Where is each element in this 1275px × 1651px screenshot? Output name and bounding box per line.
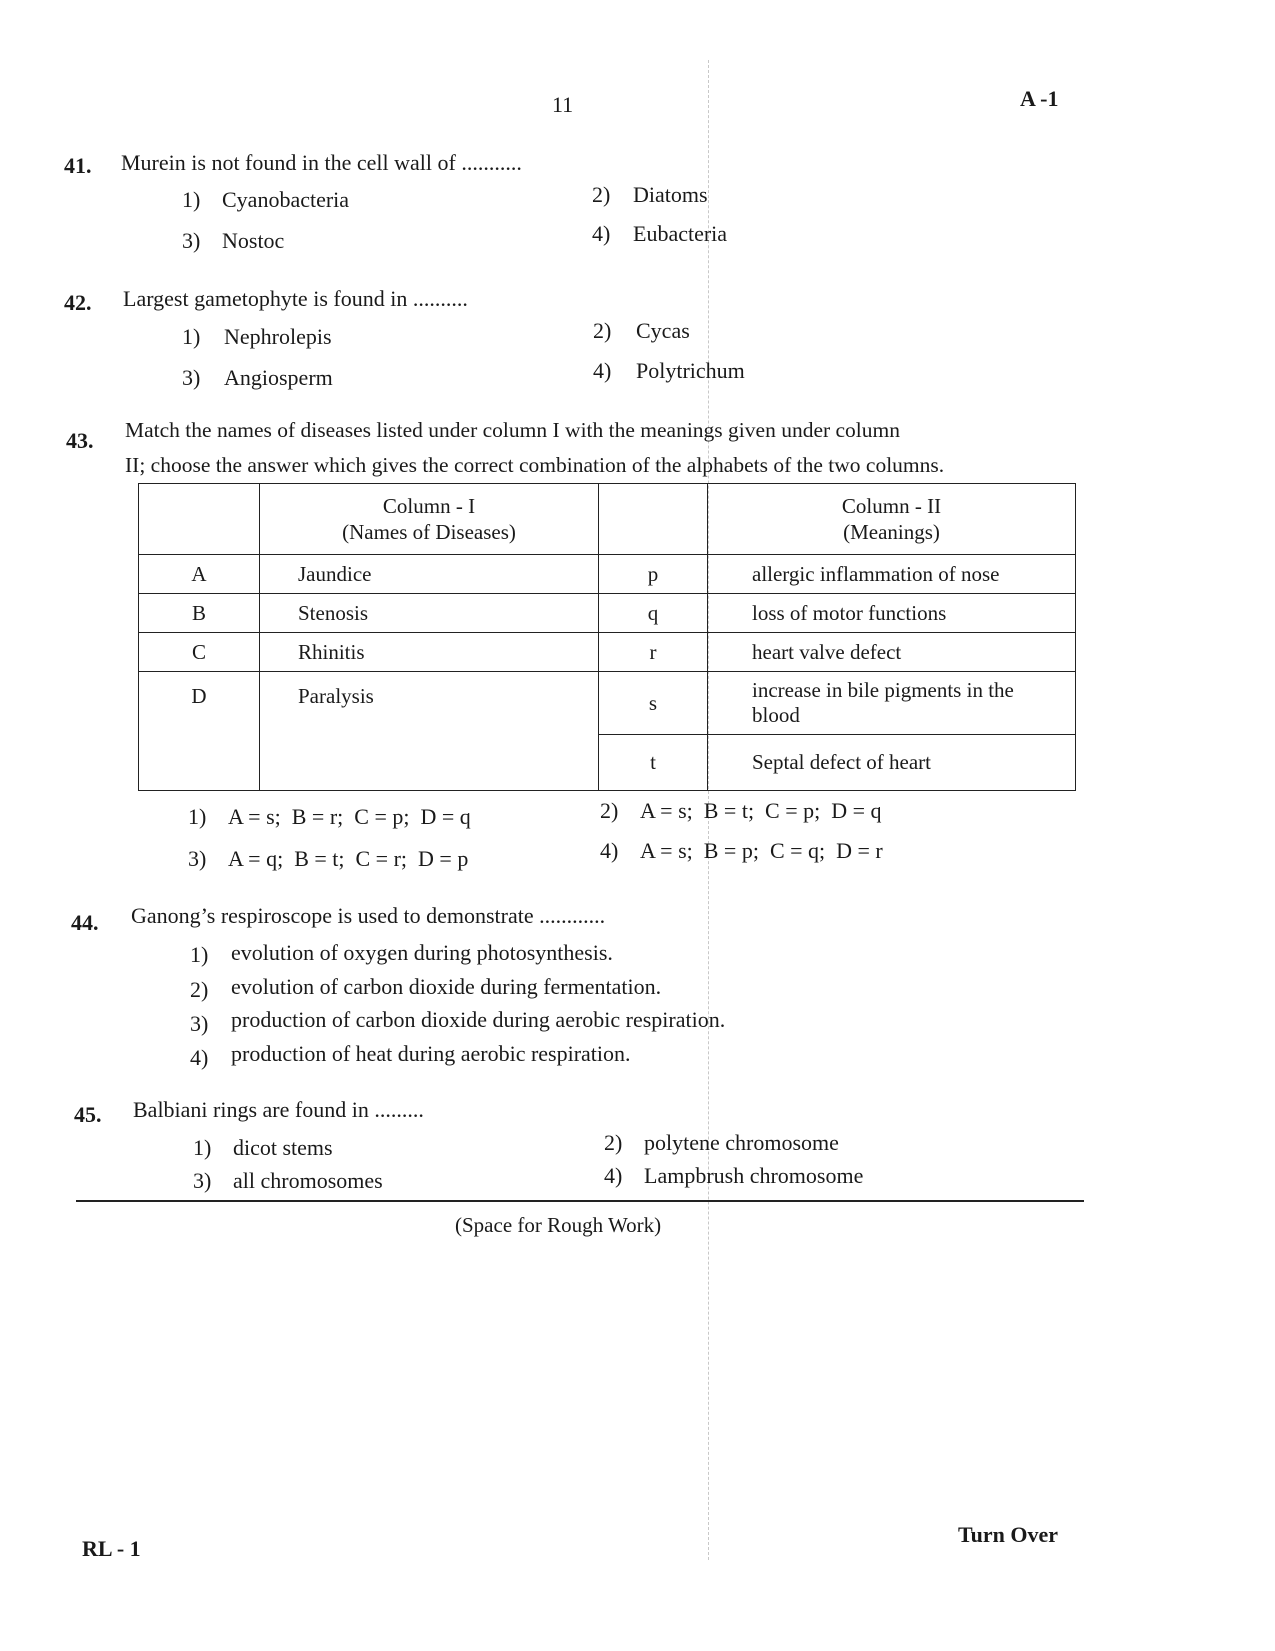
table-row xyxy=(139,555,1076,594)
option-label: 2) xyxy=(592,182,611,207)
question-text: Balbiani rings are found in ......... xyxy=(133,1097,424,1122)
option-label: 1) xyxy=(190,942,209,967)
footer-code: RL - 1 xyxy=(82,1536,141,1561)
table-row xyxy=(139,633,1076,672)
meaning-text: Septal defect of heart xyxy=(708,735,1076,791)
row-key: B xyxy=(139,594,260,633)
meaning-text: increase in bile pigments in the blood xyxy=(708,672,1076,735)
question-text: Murein is not found in the cell wall of ........... xyxy=(121,150,522,175)
table-header-row xyxy=(139,484,1076,555)
option-text: polytene chromosome xyxy=(644,1130,839,1155)
meaning-code: s xyxy=(599,672,708,735)
option-label: 4) xyxy=(592,221,611,246)
meaning-text: allergic inflammation of nose xyxy=(708,555,1076,594)
column-2-title: Column - II xyxy=(841,494,942,518)
option-text: Diatoms xyxy=(633,182,708,207)
option-label: 3) xyxy=(193,1168,212,1193)
question-text-line1: Match the names of diseases listed under column I with the meanings given under column xyxy=(125,418,901,442)
meaning-code: q xyxy=(599,594,708,633)
disease-name: Rhinitis xyxy=(260,633,599,672)
option-label: 2) xyxy=(600,798,619,823)
option-label: 1) xyxy=(182,324,201,349)
option-label: 3) xyxy=(182,228,201,253)
row-key: D xyxy=(139,672,260,791)
option-label: 2) xyxy=(604,1130,623,1155)
column-2-subtitle: (Meanings) xyxy=(843,520,940,544)
table-row xyxy=(139,672,1076,735)
option-text: production of carbon dioxide during aerobic respiration. xyxy=(231,1007,726,1032)
question-number: 41. xyxy=(64,153,92,178)
option-text: evolution of carbon dioxide during fermentation. xyxy=(231,974,662,999)
option-label: 3) xyxy=(188,846,207,871)
meaning-code: p xyxy=(599,555,708,594)
option-text: Cyanobacteria xyxy=(222,187,350,212)
question-text: Largest gametophyte is found in .......... xyxy=(123,286,468,311)
column-1-title: Column - I xyxy=(382,494,476,518)
meaning-code: t xyxy=(599,735,708,791)
row-key: A xyxy=(139,555,260,594)
meaning-text: loss of motor functions xyxy=(708,594,1076,633)
option-text: all chromosomes xyxy=(233,1168,383,1193)
option-text: Nostoc xyxy=(222,228,285,253)
section-divider xyxy=(76,1200,1084,1202)
question-text: Ganong’s respiroscope is used to demonstrate ............ xyxy=(131,903,606,928)
option-text: Polytrichum xyxy=(636,358,745,383)
turn-over-label: Turn Over xyxy=(958,1522,1059,1547)
option-label: 4) xyxy=(600,838,619,863)
option-label: 2) xyxy=(593,318,612,343)
disease-name: Stenosis xyxy=(260,594,599,633)
option-label: 3) xyxy=(190,1011,209,1036)
option-text: Lampbrush chromosome xyxy=(644,1163,864,1188)
column-2-header xyxy=(708,484,1076,555)
option-label: 3) xyxy=(182,365,201,390)
page-number: 11 xyxy=(552,92,574,117)
table-header-blank xyxy=(139,484,260,555)
series-code: A -1 xyxy=(1020,86,1059,111)
option-text: A = s; B = t; C = p; D = q xyxy=(640,798,882,823)
option-text: Nephrolepis xyxy=(224,324,332,349)
table-row xyxy=(139,594,1076,633)
option-text: dicot stems xyxy=(233,1135,333,1160)
option-label: 2) xyxy=(190,977,209,1002)
table-header-blank xyxy=(599,484,708,555)
disease-name: Jaundice xyxy=(260,555,599,594)
option-text: Angiosperm xyxy=(224,365,333,390)
rough-work-label: (Space for Rough Work) xyxy=(455,1213,662,1237)
option-text: A = s; B = p; C = q; D = r xyxy=(640,838,883,863)
option-text: evolution of oxygen during photosynthesis. xyxy=(231,940,613,965)
question-number: 45. xyxy=(74,1102,102,1127)
question-number: 43. xyxy=(66,428,94,453)
row-key: C xyxy=(139,633,260,672)
option-text: Eubacteria xyxy=(633,221,728,246)
option-label: 1) xyxy=(193,1135,212,1160)
question-number: 42. xyxy=(64,290,92,315)
disease-name: Paralysis xyxy=(260,672,599,791)
option-label: 1) xyxy=(188,804,207,829)
meaning-text: heart valve defect xyxy=(708,633,1076,672)
column-1-subtitle: (Names of Diseases) xyxy=(342,520,516,544)
option-text: A = s; B = r; C = p; D = q xyxy=(228,804,471,829)
option-label: 4) xyxy=(604,1163,623,1188)
meaning-code: r xyxy=(599,633,708,672)
option-label: 1) xyxy=(182,187,201,212)
option-text: production of heat during aerobic respiration. xyxy=(231,1041,631,1066)
option-text: Cycas xyxy=(636,318,690,343)
option-label: 4) xyxy=(190,1045,209,1070)
question-number: 44. xyxy=(71,910,99,935)
match-table xyxy=(138,483,1076,791)
option-text: A = q; B = t; C = r; D = p xyxy=(228,846,469,871)
option-label: 4) xyxy=(593,358,612,383)
column-1-header xyxy=(260,484,599,555)
question-text-line2: II; choose the answer which gives the correct combination of the alphabets of the two columns. xyxy=(125,453,945,477)
